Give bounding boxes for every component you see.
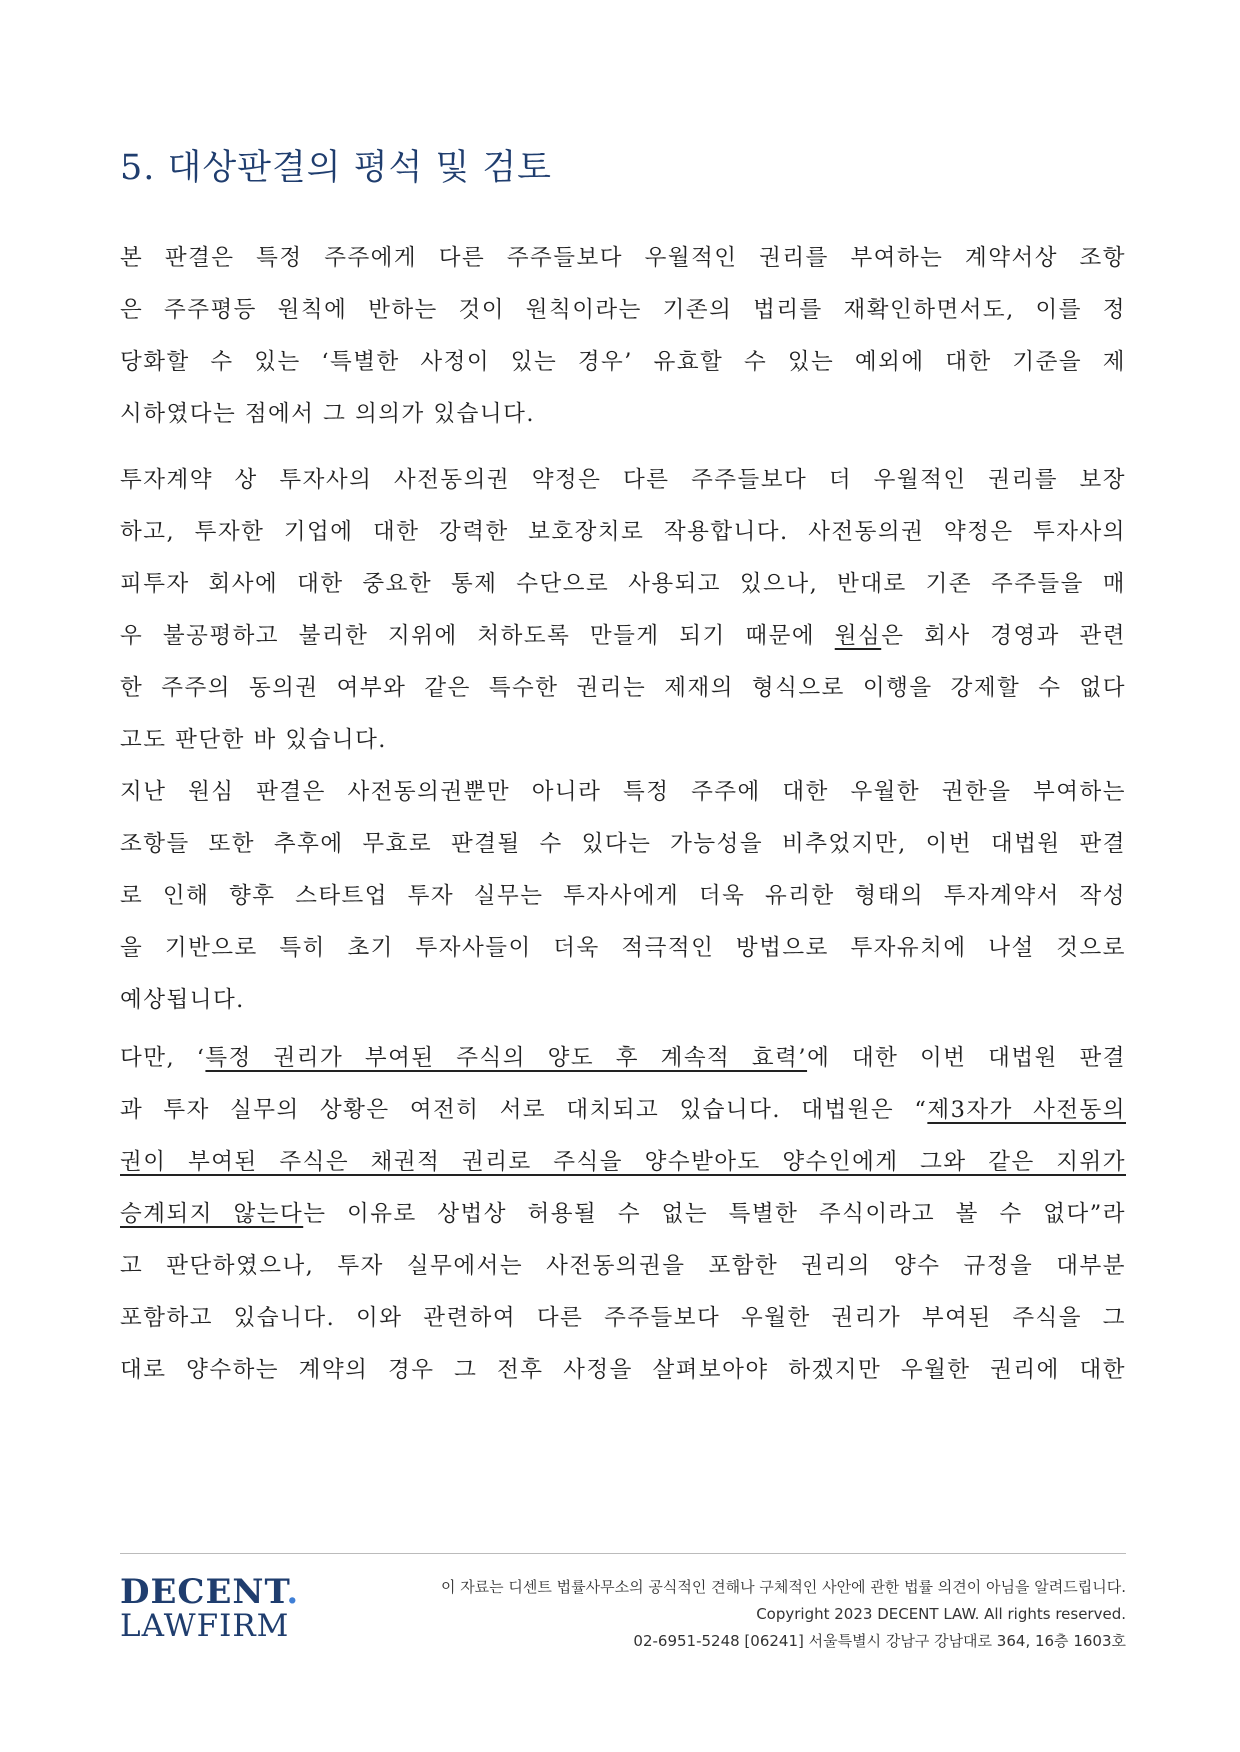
text-line: 은 주주평등 원칙에 반하는 것이 원칙이라는 기존의 법리를 재확인하면서도, 이를 정	[120, 297, 1126, 323]
text-line: 을 기반으로 특히 초기 투자사들이 더욱 적극적인 방법으로 투자유치에 나설 것으로	[120, 935, 1126, 961]
text-line: 권이 부여된 주식은 채권적 권리로 주식을 양수받아도 양수인에게 그와 같은 지위가	[120, 1149, 1126, 1175]
text-line: 본 판결은 특정 주주에게 다른 주주들보다 우월적인 권리를 부여하는 계약서상 조항	[120, 245, 1126, 271]
logo-bottom: LAWFIRM	[120, 1608, 290, 1644]
paragraph-1	[120, 232, 1126, 440]
footer-contact: 02-6951-5248 [06241] 서울특별시 강남구 강남대로 364, 16층 1603호	[633, 1632, 1126, 1650]
text-line: 한 주주의 동의권 여부와 같은 특수한 권리는 제재의 형식으로 이행을 강제할 수 없다	[120, 675, 1126, 701]
section-title: 5. 대상판결의 평석 및 검토	[120, 148, 552, 188]
text-line: 고 판단하였으나, 투자 실무에서는 사전동의권을 포함한 권리의 양수 규정을 대부분	[120, 1253, 1126, 1279]
paragraph-4	[120, 1032, 1126, 1396]
text-line: 지난 원심 판결은 사전동의권뿐만 아니라 특정 주주에 대한 우월한 권한을 부여하는	[120, 779, 1126, 805]
text-line: 포함하고 있습니다. 이와 관련하여 다른 주주들보다 우월한 권리가 부여된 주식을 그	[120, 1305, 1126, 1331]
text-line: 투자계약 상 투자사의 사전동의권 약정은 다른 주주들보다 더 우월적인 권리를 보장	[120, 467, 1126, 493]
footer-info	[441, 1574, 1126, 1655]
text-line: 로 인해 향후 스타트업 투자 실무는 투자사에게 더욱 유리한 형태의 투자계약서 작성	[120, 883, 1126, 909]
text-line: 고도 판단한 바 있습니다.	[120, 727, 387, 753]
footer-divider	[120, 1553, 1126, 1554]
underlined-phrase: 제3자가 사전동의	[927, 1097, 1126, 1123]
text-line: 대로 양수하는 계약의 경우 그 전후 사정을 살펴보아야 하겠지만 우월한 권리에 대한	[120, 1357, 1126, 1383]
text-line: 시하였다는 점에서 그 의의가 있습니다.	[120, 401, 536, 427]
logo-top: DECENT.	[120, 1572, 300, 1612]
text-line: 피투자 회사에 대한 중요한 통제 수단으로 사용되고 있으나, 반대로 기존 주주들을 매	[120, 571, 1126, 597]
underlined-phrase: 특정 권리가 부여된 주식의 양도 후 계속적 효력’	[205, 1045, 808, 1071]
text-line: 하고, 투자한 기업에 대한 강력한 보호장치로 작용합니다. 사전동의권 약정은 투자사의	[120, 519, 1126, 545]
text-line: 조항들 또한 추후에 무효로 판결될 수 있다는 가능성을 비추었지만, 이번 대법원 판결	[120, 831, 1126, 857]
text-line: 당화할 수 있는 ‘특별한 사정이 있는 경우’ 유효할 수 있는 예외에 대한 기준을 제	[120, 349, 1126, 375]
text-line-underlined: 다만, ‘특정 권리가 부여된 주식의 양도 후 계속적 효력’에 대한 이번 대법원 판결	[120, 1045, 1126, 1071]
footer-disclaimer: 이 자료는 디센트 법률사무소의 공식적인 견해나 구체적인 사안에 관한 법률 의견이 아님을 알려드립니다.	[440, 1578, 1126, 1596]
paragraph-3	[120, 766, 1126, 1026]
text-line-underlined: 승계되지 않는다는 이유로 상법상 허용될 수 없는 특별한 주식이라고 볼 수 없다”라	[120, 1201, 1126, 1227]
text-line-underlined: 과 투자 실무의 상황은 여전히 서로 대치되고 있습니다. 대법원은 “제3자가 사전동의	[120, 1097, 1126, 1123]
text-line: 예상됩니다.	[120, 987, 245, 1013]
paragraph-2	[120, 454, 1126, 766]
logo-dot: .	[286, 1572, 300, 1612]
text-line: 우 불공평하고 불리한 지위에 처하도록 만들게 되기 때문에 원심은 회사 경영과 관련	[120, 623, 1127, 649]
underlined-phrase: 원심	[834, 623, 882, 649]
footer-copyright: Copyright 2023 DECENT LAW. All rights reserved.	[756, 1605, 1126, 1623]
underlined-phrase: 승계되지 않는다	[120, 1201, 304, 1227]
firm-logo	[120, 1572, 300, 1644]
